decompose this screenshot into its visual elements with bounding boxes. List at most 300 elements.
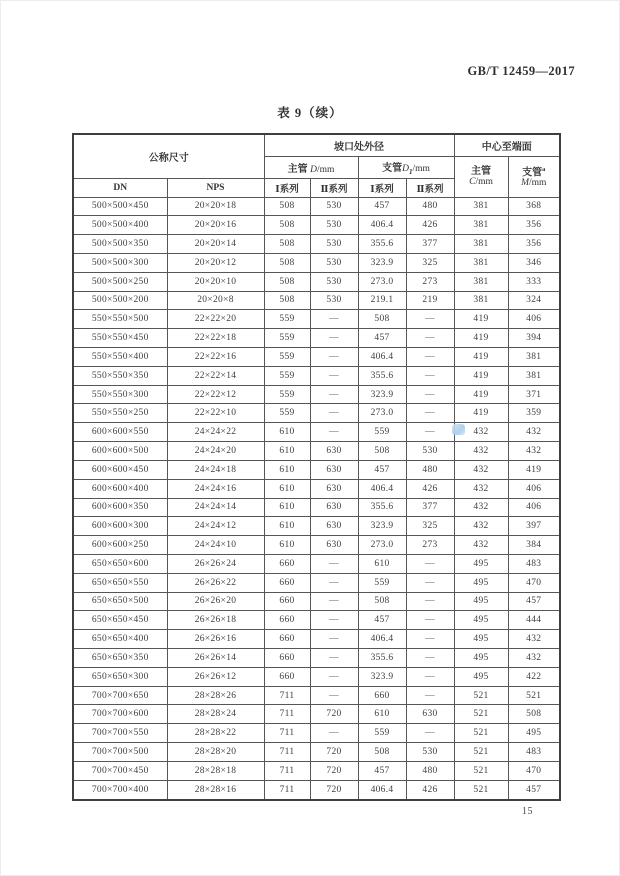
main-series2-cell: —	[310, 611, 358, 630]
table-header	[73, 134, 560, 197]
c-cell: 432	[454, 460, 508, 479]
main-series2-cell: —	[310, 366, 358, 385]
m-cell: 333	[508, 272, 560, 291]
branch-series1-cell: 610	[358, 705, 406, 724]
nps-cell: 20×20×12	[167, 253, 264, 272]
branch-series2-cell: 325	[406, 253, 454, 272]
branch-series1-cell: 406.4	[358, 348, 406, 367]
dn-cell: 700×700×500	[73, 743, 167, 762]
main-series1-cell: 660	[264, 554, 310, 573]
main-series1-cell: 559	[264, 404, 310, 423]
table-row	[73, 291, 560, 310]
table-row	[73, 743, 560, 762]
nps-cell: 26×26×22	[167, 573, 264, 592]
main-series2-cell: —	[310, 404, 358, 423]
main-series2-cell: —	[310, 630, 358, 649]
nps-cell: 28×28×26	[167, 686, 264, 705]
table-row	[73, 348, 560, 367]
table-row	[73, 253, 560, 272]
header-branch-series-2: Ⅱ系列	[406, 178, 454, 197]
branch-series2-cell: 480	[406, 460, 454, 479]
branch-series1-cell: 508	[358, 310, 406, 329]
main-series1-cell: 508	[264, 197, 310, 216]
nps-cell: 24×24×22	[167, 423, 264, 442]
main-series2-cell: 630	[310, 460, 358, 479]
main-series1-cell: 711	[264, 761, 310, 780]
table-row	[73, 573, 560, 592]
table-title: 表 9（续）	[277, 106, 343, 120]
branch-series1-cell: 323.9	[358, 667, 406, 686]
header-branch-pipe-d1: 支管$D_1/mm$	[358, 156, 454, 178]
c-cell: 381	[454, 216, 508, 235]
branch-series1-cell: 610	[358, 554, 406, 573]
nps-cell: 22×22×10	[167, 404, 264, 423]
main-series2-cell: 630	[310, 498, 358, 517]
m-cell: 368	[508, 197, 560, 216]
main-series1-cell: 508	[264, 253, 310, 272]
nps-cell: 20×20×14	[167, 235, 264, 254]
header-nps: NPS	[167, 178, 264, 197]
c-cell: 521	[454, 724, 508, 743]
main-series1-cell: 508	[264, 216, 310, 235]
main-series1-cell: 660	[264, 592, 310, 611]
branch-series2-cell: 530	[406, 743, 454, 762]
nps-cell: 22×22×18	[167, 329, 264, 348]
branch-series1-cell: 559	[358, 573, 406, 592]
dn-cell: 550×550×400	[73, 348, 167, 367]
branch-series2-cell: 325	[406, 517, 454, 536]
branch-series2-cell: —	[406, 385, 454, 404]
c-cell: 432	[454, 536, 508, 555]
branch-series2-cell: —	[406, 310, 454, 329]
branch-series2-cell: 273	[406, 272, 454, 291]
dn-cell: 550×550×450	[73, 329, 167, 348]
main-series2-cell: 630	[310, 442, 358, 461]
main-series1-cell: 660	[264, 573, 310, 592]
nps-cell: 28×28×24	[167, 705, 264, 724]
branch-series2-cell: —	[406, 592, 454, 611]
table-row	[73, 554, 560, 573]
dn-cell: 600×600×350	[73, 498, 167, 517]
watermark-mark	[452, 424, 465, 435]
header-dn: DN	[73, 178, 167, 197]
c-cell: 521	[454, 761, 508, 780]
c-cell: 521	[454, 780, 508, 800]
m-cell: 371	[508, 385, 560, 404]
nps-cell: 26×26×24	[167, 554, 264, 573]
nps-cell: 24×24×12	[167, 517, 264, 536]
main-series1-cell: 610	[264, 536, 310, 555]
table-row	[73, 630, 560, 649]
header-main-pipe-c: 主管 C/mm	[454, 156, 508, 197]
dn-cell: 700×700×450	[73, 761, 167, 780]
main-series2-cell: —	[310, 348, 358, 367]
header-main-pipe-d: 主管 D/mm	[264, 156, 358, 178]
main-series2-cell: 530	[310, 272, 358, 291]
main-series2-cell: 630	[310, 517, 358, 536]
dn-cell: 700×700×400	[73, 780, 167, 800]
table-row	[73, 536, 560, 555]
branch-series1-cell: 406.4	[358, 216, 406, 235]
branch-series1-cell: 457	[358, 611, 406, 630]
main-series1-cell: 610	[264, 517, 310, 536]
branch-series1-cell: 508	[358, 442, 406, 461]
nps-cell: 26×26×14	[167, 649, 264, 668]
table-row	[73, 517, 560, 536]
m-cell: 432	[508, 649, 560, 668]
dn-cell: 550×550×300	[73, 385, 167, 404]
branch-series1-cell: 406.4	[358, 630, 406, 649]
m-cell: 432	[508, 630, 560, 649]
table-row	[73, 780, 560, 800]
main-series2-cell: —	[310, 423, 358, 442]
c-cell: 419	[454, 348, 508, 367]
branch-series2-cell: —	[406, 366, 454, 385]
m-cell: 359	[508, 404, 560, 423]
main-series1-cell: 711	[264, 686, 310, 705]
branch-series2-cell: 377	[406, 498, 454, 517]
m-cell: 406	[508, 479, 560, 498]
main-series1-cell: 559	[264, 329, 310, 348]
main-series2-cell: 720	[310, 780, 358, 800]
m-cell: 384	[508, 536, 560, 555]
c-cell: 495	[454, 611, 508, 630]
c-cell: 381	[454, 272, 508, 291]
nps-cell: 28×28×22	[167, 724, 264, 743]
dn-cell: 700×700×550	[73, 724, 167, 743]
m-cell: 356	[508, 235, 560, 254]
main-series2-cell: —	[310, 310, 358, 329]
c-cell: 521	[454, 743, 508, 762]
dn-cell: 650×650×450	[73, 611, 167, 630]
main-series2-cell: —	[310, 573, 358, 592]
c-cell: 432	[454, 423, 508, 442]
c-cell: 419	[454, 366, 508, 385]
branch-series1-cell: 457	[358, 197, 406, 216]
dn-cell: 650×650×550	[73, 573, 167, 592]
main-series1-cell: 660	[264, 667, 310, 686]
m-cell: 397	[508, 517, 560, 536]
branch-series1-cell: 355.6	[358, 649, 406, 668]
dn-cell: 600×600×500	[73, 442, 167, 461]
nps-cell: 22×22×20	[167, 310, 264, 329]
c-cell: 381	[454, 253, 508, 272]
main-series1-cell: 559	[264, 366, 310, 385]
main-series1-cell: 610	[264, 498, 310, 517]
dn-cell: 550×550×350	[73, 366, 167, 385]
m-cell: 381	[508, 348, 560, 367]
branch-series2-cell: 480	[406, 761, 454, 780]
branch-series2-cell: —	[406, 686, 454, 705]
nps-cell: 22×22×16	[167, 348, 264, 367]
branch-series1-cell: 457	[358, 761, 406, 780]
main-series1-cell: 610	[264, 460, 310, 479]
branch-series2-cell: —	[406, 404, 454, 423]
c-cell: 495	[454, 667, 508, 686]
branch-series1-cell: 406.4	[358, 780, 406, 800]
table-row	[73, 404, 560, 423]
c-cell: 432	[454, 498, 508, 517]
table-body	[73, 197, 560, 800]
nps-cell: 28×28×16	[167, 780, 264, 800]
branch-series2-cell: —	[406, 724, 454, 743]
main-series2-cell: —	[310, 724, 358, 743]
dimension-table-wrapper	[72, 133, 559, 801]
m-cell: 483	[508, 743, 560, 762]
m-cell: 406	[508, 310, 560, 329]
branch-series1-cell: 457	[358, 460, 406, 479]
branch-series2-cell: 426	[406, 479, 454, 498]
nps-cell: 20×20×8	[167, 291, 264, 310]
branch-series1-cell: 273.0	[358, 536, 406, 555]
table-row	[73, 423, 560, 442]
m-cell: 470	[508, 761, 560, 780]
nps-cell: 26×26×18	[167, 611, 264, 630]
dn-cell: 500×500×300	[73, 253, 167, 272]
nps-cell: 26×26×12	[167, 667, 264, 686]
table-row	[73, 235, 560, 254]
branch-series2-cell: —	[406, 573, 454, 592]
dn-cell: 500×500×350	[73, 235, 167, 254]
m-cell: 406	[508, 498, 560, 517]
c-cell: 381	[454, 291, 508, 310]
main-series1-cell: 508	[264, 291, 310, 310]
dn-cell: 650×650×300	[73, 667, 167, 686]
branch-series2-cell: 273	[406, 536, 454, 555]
table-row	[73, 611, 560, 630]
header-branch-series-1: Ⅰ系列	[358, 178, 406, 197]
branch-series1-cell: 355.6	[358, 498, 406, 517]
main-series2-cell: —	[310, 686, 358, 705]
page-number: 15	[522, 806, 533, 817]
main-series1-cell: 711	[264, 724, 310, 743]
c-cell: 495	[454, 630, 508, 649]
nps-cell: 24×24×16	[167, 479, 264, 498]
branch-series1-cell: 219.1	[358, 291, 406, 310]
c-cell: 495	[454, 554, 508, 573]
c-cell: 495	[454, 649, 508, 668]
m-cell: 324	[508, 291, 560, 310]
branch-series2-cell: —	[406, 329, 454, 348]
branch-series1-cell: 355.6	[358, 235, 406, 254]
m-cell: 508	[508, 705, 560, 724]
table-row	[73, 366, 560, 385]
branch-series1-cell: 508	[358, 592, 406, 611]
m-cell: 432	[508, 442, 560, 461]
table-row	[73, 197, 560, 216]
main-series1-cell: 508	[264, 272, 310, 291]
branch-series1-cell: 323.9	[358, 253, 406, 272]
main-series2-cell: 630	[310, 479, 358, 498]
table-row	[73, 667, 560, 686]
branch-series2-cell: 480	[406, 197, 454, 216]
branch-series2-cell: —	[406, 554, 454, 573]
dn-cell: 600×600×550	[73, 423, 167, 442]
branch-series2-cell: —	[406, 667, 454, 686]
nps-cell: 28×28×18	[167, 761, 264, 780]
main-series1-cell: 711	[264, 705, 310, 724]
nps-cell: 26×26×16	[167, 630, 264, 649]
c-cell: 381	[454, 197, 508, 216]
branch-series1-cell: 559	[358, 724, 406, 743]
branch-series1-cell: 355.6	[358, 366, 406, 385]
nps-cell: 22×22×12	[167, 385, 264, 404]
branch-series2-cell: —	[406, 649, 454, 668]
branch-series1-cell: 273.0	[358, 404, 406, 423]
dn-cell: 600×600×450	[73, 460, 167, 479]
branch-series2-cell: 426	[406, 780, 454, 800]
main-series1-cell: 660	[264, 649, 310, 668]
header-center-to-end: 中心至端面	[454, 134, 560, 156]
main-series1-cell: 711	[264, 780, 310, 800]
dn-cell: 650×650×600	[73, 554, 167, 573]
branch-series1-cell: 273.0	[358, 272, 406, 291]
m-cell: 356	[508, 216, 560, 235]
table-row	[73, 442, 560, 461]
dn-cell: 500×500×200	[73, 291, 167, 310]
nps-cell: 24×24×14	[167, 498, 264, 517]
dn-cell: 700×700×600	[73, 705, 167, 724]
main-series2-cell: 720	[310, 743, 358, 762]
c-cell: 419	[454, 329, 508, 348]
nps-cell: 24×24×20	[167, 442, 264, 461]
nps-cell: 22×22×14	[167, 366, 264, 385]
table-row	[73, 460, 560, 479]
m-cell: 495	[508, 724, 560, 743]
dn-cell: 500×500×250	[73, 272, 167, 291]
branch-series1-cell: 323.9	[358, 385, 406, 404]
header-main-series-2: Ⅱ系列	[310, 178, 358, 197]
c-cell: 381	[454, 235, 508, 254]
standard-code: GB/T 12459—2017	[467, 64, 575, 78]
m-cell: 419	[508, 460, 560, 479]
branch-series2-cell: 426	[406, 216, 454, 235]
dn-cell: 650×650×500	[73, 592, 167, 611]
main-series2-cell: —	[310, 649, 358, 668]
nps-cell: 24×24×18	[167, 460, 264, 479]
branch-series2-cell: 530	[406, 442, 454, 461]
table-row	[73, 310, 560, 329]
branch-series2-cell: 630	[406, 705, 454, 724]
dn-cell: 500×500×450	[73, 197, 167, 216]
c-cell: 495	[454, 592, 508, 611]
main-series2-cell: 530	[310, 291, 358, 310]
table-row	[73, 498, 560, 517]
main-series1-cell: 559	[264, 348, 310, 367]
table-row	[73, 724, 560, 743]
table-row	[73, 686, 560, 705]
branch-series1-cell: 660	[358, 686, 406, 705]
dn-cell: 650×650×350	[73, 649, 167, 668]
branch-series2-cell: —	[406, 611, 454, 630]
m-cell: 470	[508, 573, 560, 592]
table-row	[73, 385, 560, 404]
main-series2-cell: 530	[310, 235, 358, 254]
table-row	[73, 272, 560, 291]
c-cell: 521	[454, 686, 508, 705]
c-cell: 495	[454, 573, 508, 592]
main-series2-cell: —	[310, 554, 358, 573]
main-series2-cell: 530	[310, 216, 358, 235]
nps-cell: 20×20×10	[167, 272, 264, 291]
main-series1-cell: 610	[264, 479, 310, 498]
main-series2-cell: 530	[310, 197, 358, 216]
branch-series2-cell: 219	[406, 291, 454, 310]
m-cell: 457	[508, 780, 560, 800]
table-row	[73, 216, 560, 235]
dn-cell: 600×600×250	[73, 536, 167, 555]
main-series1-cell: 559	[264, 310, 310, 329]
branch-series2-cell: —	[406, 423, 454, 442]
table-row	[73, 705, 560, 724]
header-nominal-size: 公称尺寸	[73, 134, 264, 178]
branch-series1-cell: 559	[358, 423, 406, 442]
table-row	[73, 761, 560, 780]
branch-series1-cell: 406.4	[358, 479, 406, 498]
c-cell: 432	[454, 479, 508, 498]
dn-cell: 600×600×400	[73, 479, 167, 498]
main-series2-cell: —	[310, 329, 358, 348]
c-cell: 419	[454, 404, 508, 423]
m-cell: 381	[508, 366, 560, 385]
c-cell: 432	[454, 517, 508, 536]
branch-series1-cell: 457	[358, 329, 406, 348]
m-cell: 483	[508, 554, 560, 573]
c-cell: 419	[454, 310, 508, 329]
main-series1-cell: 660	[264, 630, 310, 649]
table-row	[73, 649, 560, 668]
nps-cell: 28×28×20	[167, 743, 264, 762]
main-series2-cell: 530	[310, 253, 358, 272]
nps-cell: 24×24×10	[167, 536, 264, 555]
main-series1-cell: 559	[264, 385, 310, 404]
nps-cell: 20×20×18	[167, 197, 264, 216]
main-series2-cell: 720	[310, 705, 358, 724]
main-series2-cell: —	[310, 385, 358, 404]
header-bevel-od: 坡口处外径	[264, 134, 454, 156]
m-cell: 444	[508, 611, 560, 630]
dn-cell: 600×600×300	[73, 517, 167, 536]
dn-cell: 500×500×400	[73, 216, 167, 235]
table-row	[73, 592, 560, 611]
table-row	[73, 479, 560, 498]
main-series1-cell: 508	[264, 235, 310, 254]
table-row	[73, 329, 560, 348]
header-branch-pipe-m: 支管$^a$ M/mm	[508, 156, 560, 197]
main-series1-cell: 711	[264, 743, 310, 762]
c-cell: 419	[454, 385, 508, 404]
main-series1-cell: 610	[264, 442, 310, 461]
m-cell: 521	[508, 686, 560, 705]
m-cell: 422	[508, 667, 560, 686]
branch-series1-cell: 323.9	[358, 517, 406, 536]
dn-cell: 550×550×500	[73, 310, 167, 329]
m-cell: 394	[508, 329, 560, 348]
m-cell: 457	[508, 592, 560, 611]
branch-series2-cell: —	[406, 348, 454, 367]
nps-cell: 26×26×20	[167, 592, 264, 611]
main-series2-cell: 630	[310, 536, 358, 555]
dn-cell: 550×550×250	[73, 404, 167, 423]
dn-cell: 700×700×650	[73, 686, 167, 705]
main-series2-cell: —	[310, 667, 358, 686]
header-main-series-1: Ⅰ系列	[264, 178, 310, 197]
nps-cell: 20×20×16	[167, 216, 264, 235]
branch-series2-cell: —	[406, 630, 454, 649]
dimension-table	[72, 133, 561, 801]
main-series2-cell: 720	[310, 761, 358, 780]
main-series1-cell: 660	[264, 611, 310, 630]
